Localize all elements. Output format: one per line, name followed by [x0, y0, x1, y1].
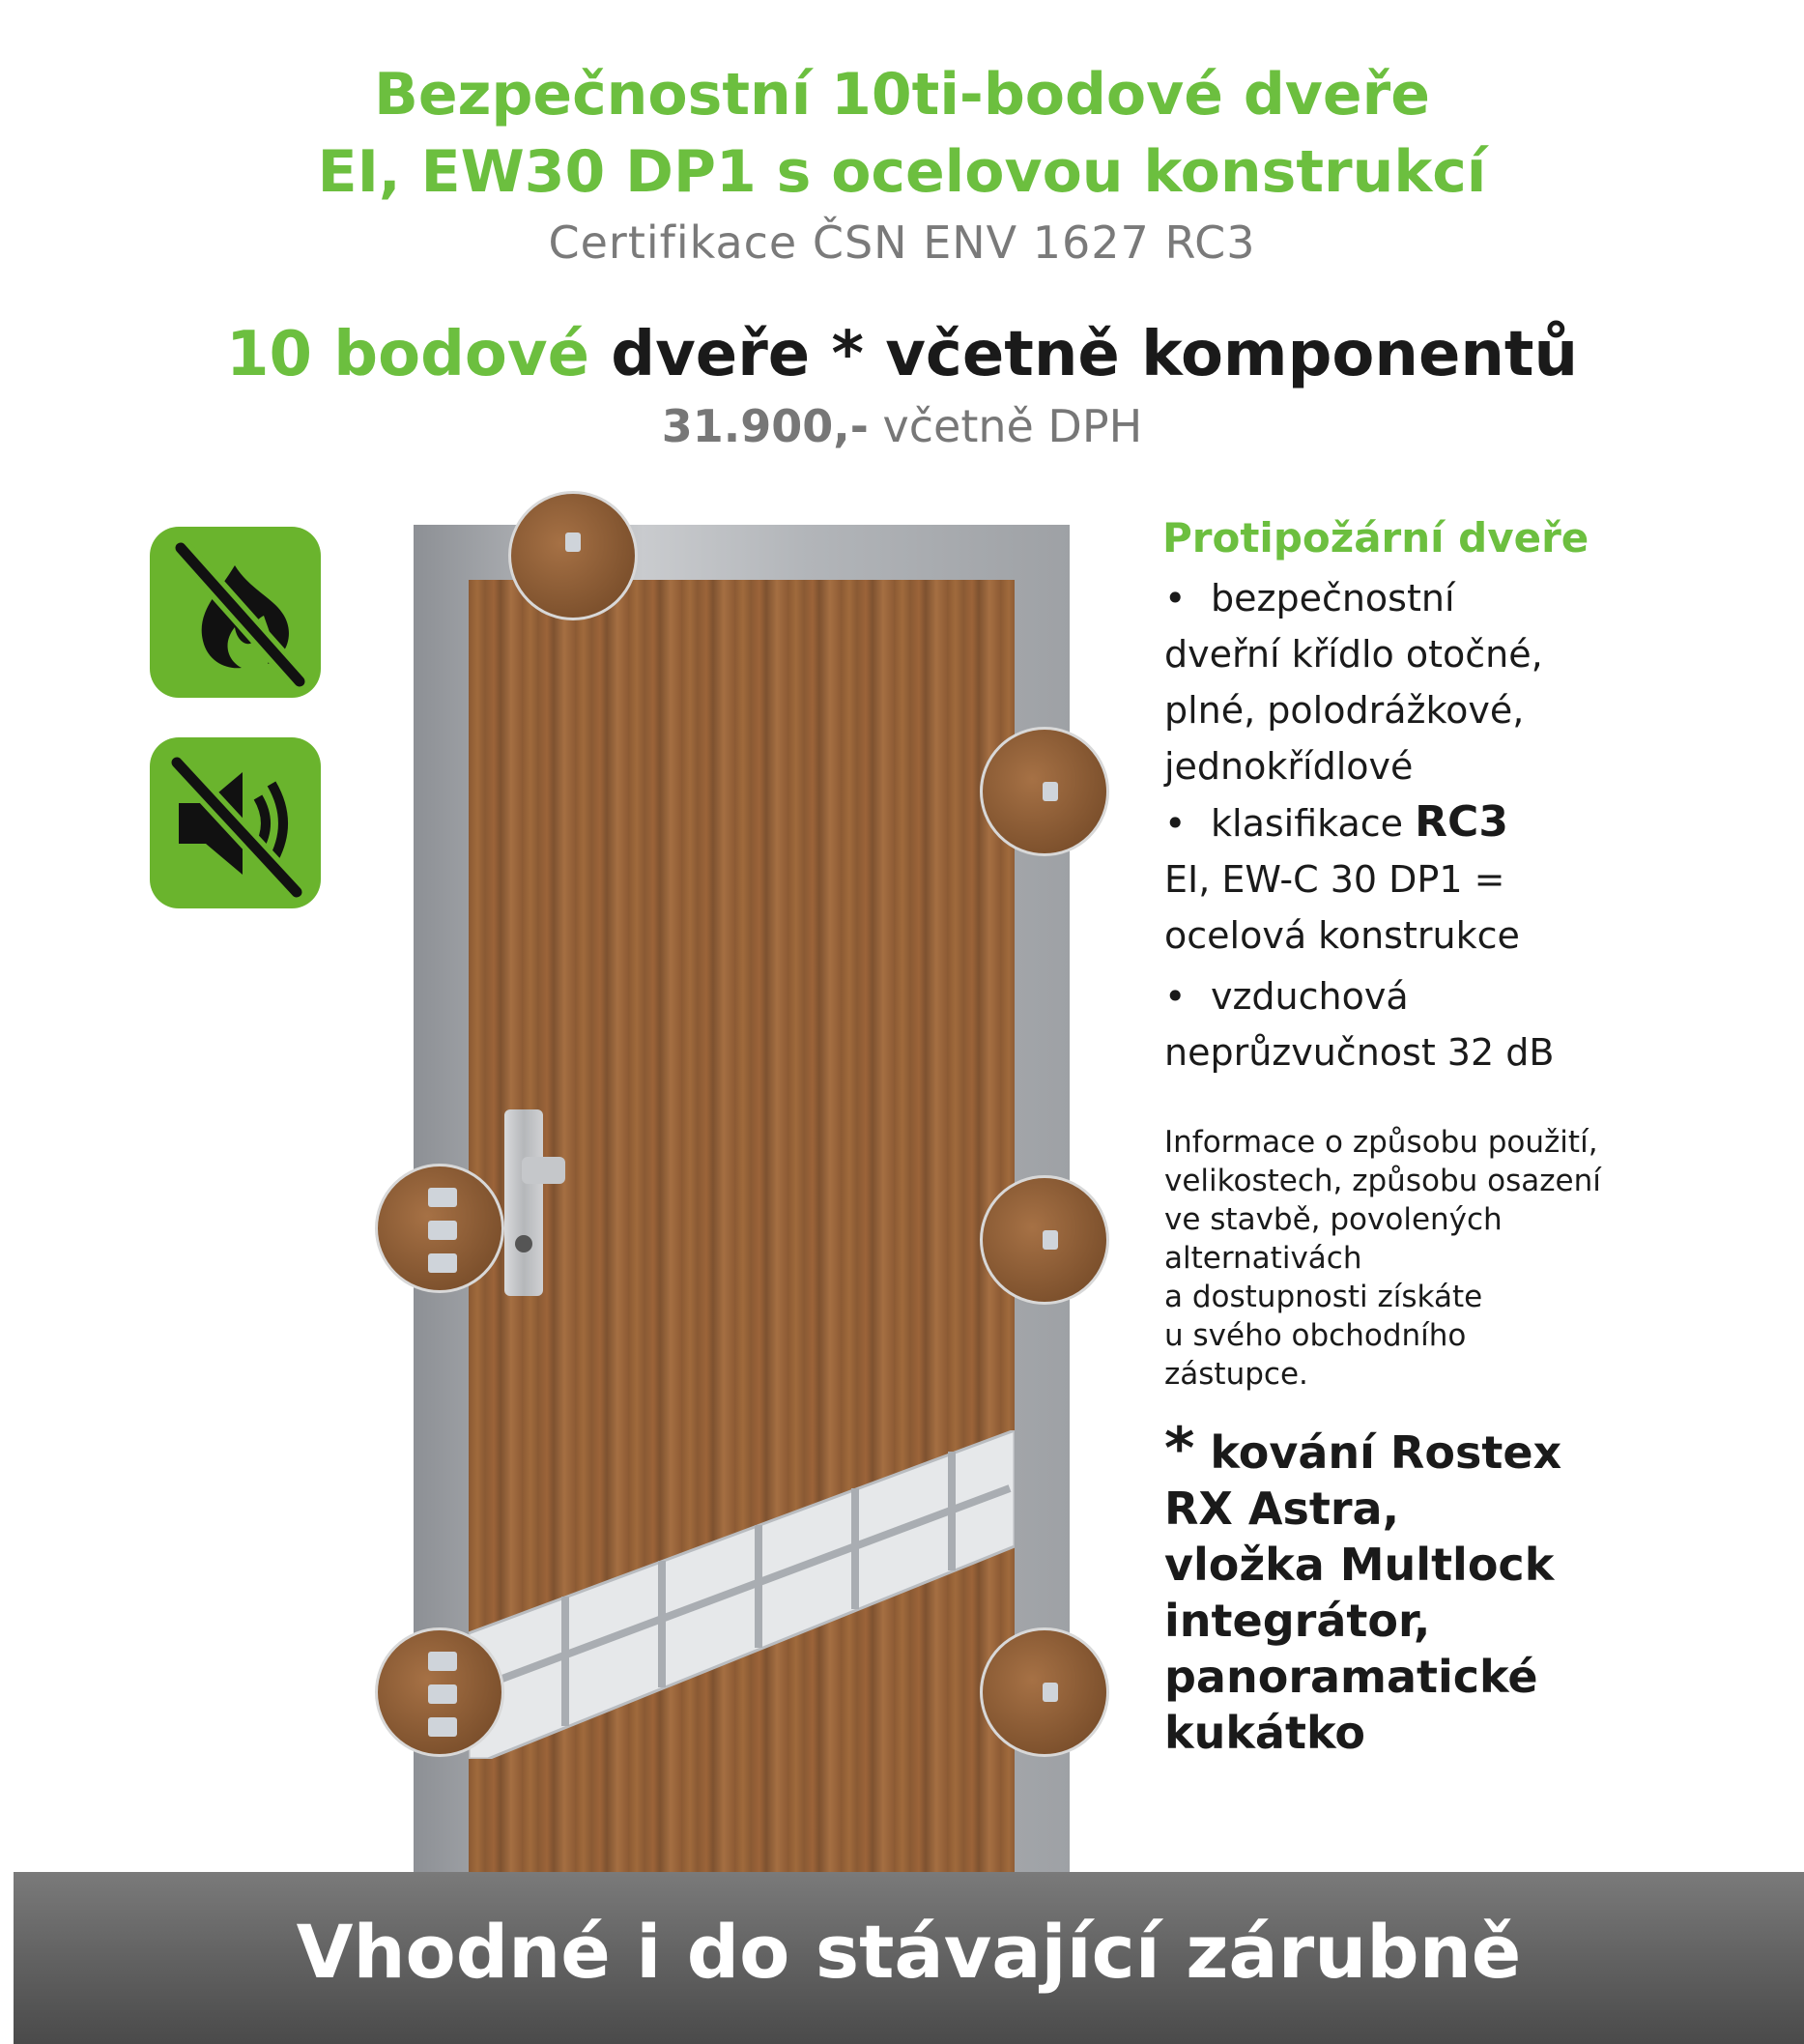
classification-badge: RC3 — [1415, 797, 1508, 847]
note-line: vložka Multlock — [1164, 1539, 1555, 1591]
feature-line: dveřní křídlo otočné, — [1164, 633, 1543, 676]
feature-line: plné, polodrážkové, — [1164, 689, 1525, 732]
bullet: • — [1164, 975, 1187, 1018]
components-note — [1164, 1415, 1667, 1761]
locking-bolts-zoom — [375, 1164, 504, 1293]
feature-line: EI, EW-C 30 DP1 = — [1164, 858, 1505, 901]
feature-item-1 — [1164, 570, 1543, 794]
info-line: Informace o způsobu použití, — [1164, 1125, 1598, 1160]
features-heading: Protipožární dveře — [1162, 514, 1589, 561]
feature-item-3 — [1164, 968, 1554, 1080]
title-line-2: EI, EW30 DP1 s ocelovou konstrukcí — [317, 138, 1487, 206]
muted-speaker-icon — [150, 737, 321, 908]
locking-point-zoom — [508, 491, 638, 620]
feature-line: bezpečnostní — [1211, 577, 1455, 619]
feature-line: ocelová konstrukce — [1164, 914, 1520, 957]
door-handle-plate — [504, 1109, 543, 1296]
locking-bolts-zoom — [375, 1627, 504, 1757]
locking-point-zoom — [980, 1627, 1109, 1757]
product-headline — [0, 319, 1804, 390]
locking-point-zoom — [980, 727, 1109, 856]
info-line: ve stavbě, povolených — [1164, 1202, 1503, 1237]
info-text — [1164, 1123, 1667, 1394]
asterisk: * — [1164, 1415, 1195, 1483]
info-line: zástupce. — [1164, 1357, 1308, 1392]
info-line: velikostech, způsobu osazení — [1164, 1164, 1601, 1198]
feature-line: klasifikace — [1211, 802, 1404, 845]
note-line: kování Rostex — [1210, 1426, 1562, 1479]
keyhole-icon — [515, 1235, 532, 1252]
door-glass-stripe — [469, 1430, 1015, 1759]
note-line: RX Astra, — [1164, 1483, 1400, 1535]
price-value: 31.900,- — [661, 400, 869, 452]
footer-text: Vhodné i do stávající zárubně — [296, 1909, 1522, 1995]
info-line: alternativách — [1164, 1241, 1362, 1276]
headline-green: 10 bodové — [225, 319, 589, 390]
note-line: kukátko — [1164, 1707, 1365, 1759]
feature-item-2 — [1164, 794, 1520, 964]
certification-text: Certifikace ČSN ENV 1627 RC3 — [548, 216, 1256, 269]
bullet: • — [1164, 802, 1187, 845]
bullet: • — [1164, 577, 1187, 619]
price-line — [0, 400, 1804, 452]
note-line: panoramatické — [1164, 1651, 1538, 1703]
headline-black: dveře * včetně komponentů — [611, 319, 1579, 390]
note-line: integrátor, — [1164, 1595, 1431, 1647]
door-handle — [522, 1157, 565, 1184]
info-line: u svého obchodního — [1164, 1318, 1467, 1353]
feature-line: vzduchová — [1211, 975, 1409, 1018]
price-suffix: včetně DPH — [882, 400, 1143, 452]
locking-point-zoom — [980, 1175, 1109, 1305]
title-line-1: Bezpečnostní 10ti-bodové dveře — [374, 61, 1430, 129]
feature-line: jednokřídlové — [1164, 745, 1414, 788]
no-fire-icon — [150, 527, 321, 698]
info-line: a dostupnosti získáte — [1164, 1280, 1483, 1314]
feature-line: neprůzvučnost 32 dB — [1164, 1031, 1555, 1074]
